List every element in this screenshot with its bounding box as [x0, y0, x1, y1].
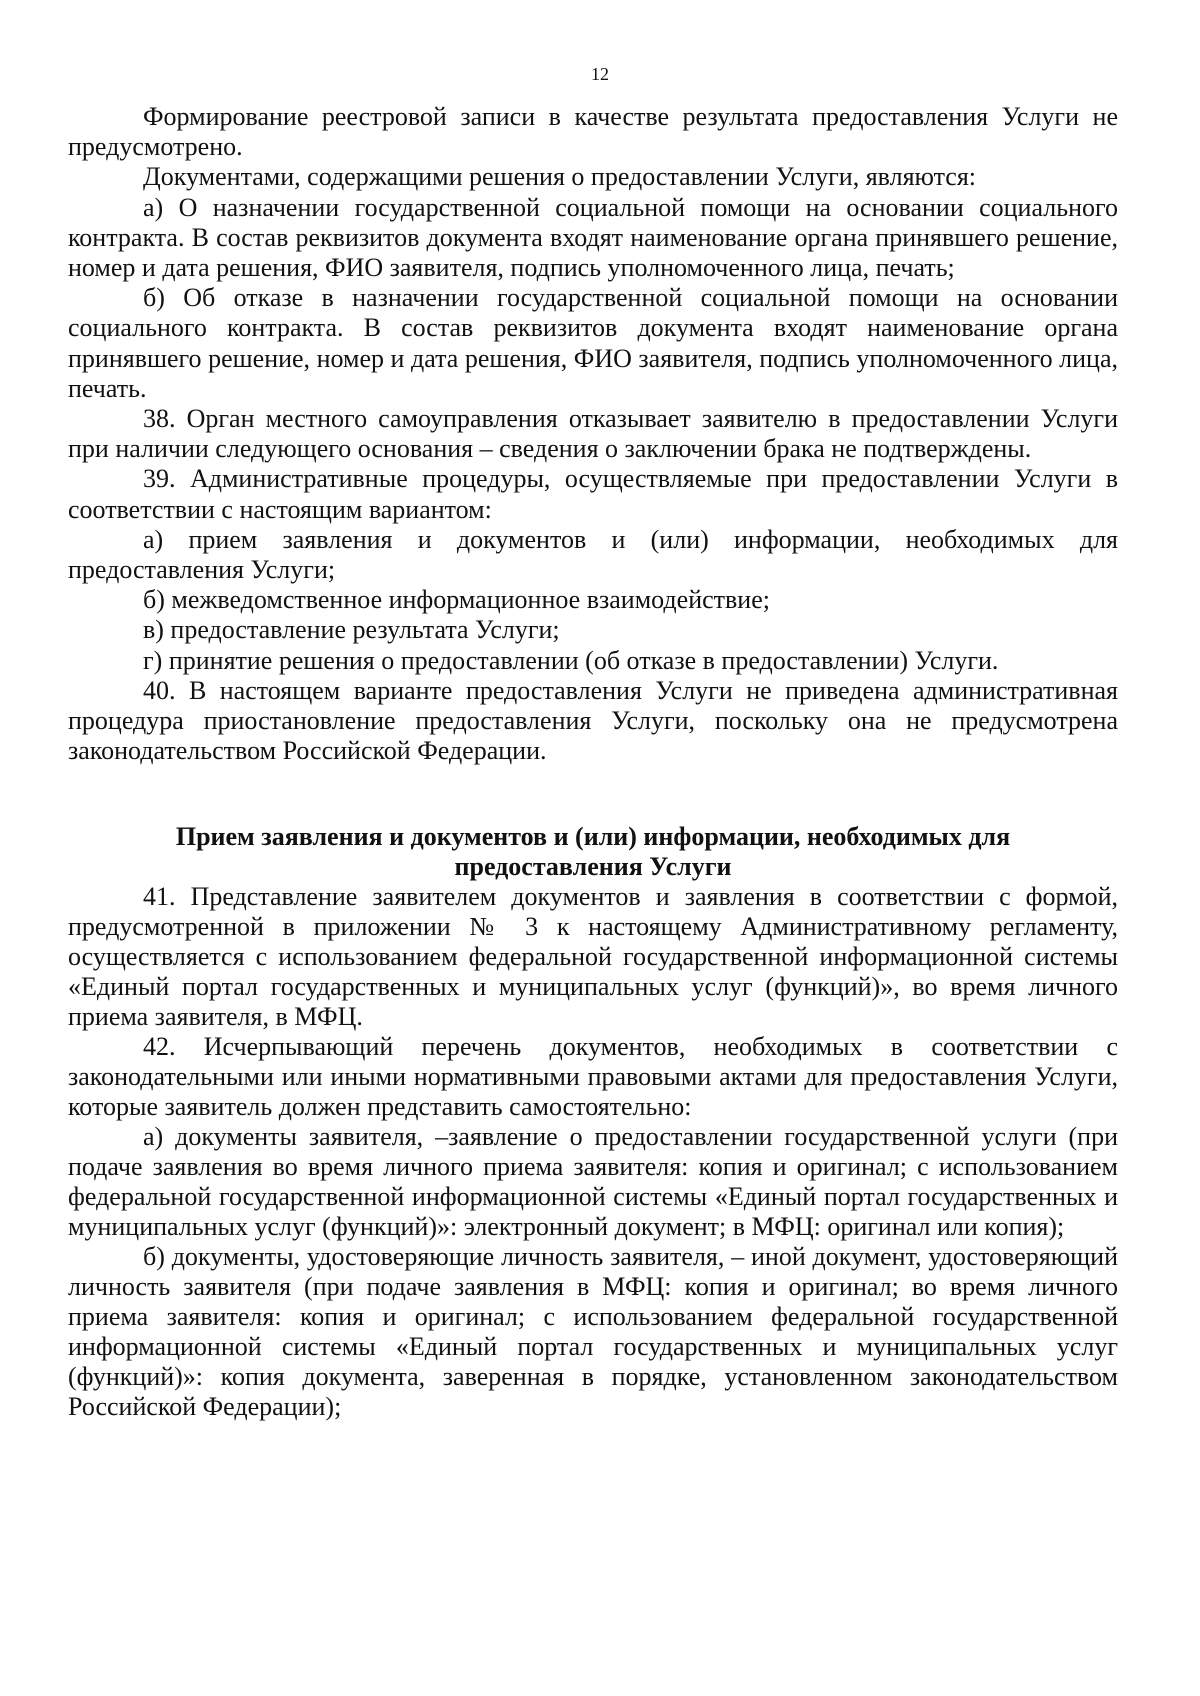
section-heading: Прием заявления и документов и (или) информации, необходимых для предоставления Услуги — [175, 822, 1011, 882]
document-body — [68, 102, 1118, 1422]
paragraph-39-b: б) межведомственное информационное взаимодействие; — [143, 585, 770, 615]
paragraph-decision-documents: Документами, содержащими решения о предоставлении Услуги, являются: — [143, 162, 977, 192]
section-body — [68, 882, 1118, 1422]
page-number: 12 — [591, 64, 609, 84]
paragraph-39-g: г) принятие решения о предоставлении (об отказе в предоставлении) Услуги. — [143, 645, 999, 675]
paragraph-39: 39. Административные процедуры, осуществляемые при предоставлении Услуги в соответствии с настоящим вариантом: — [68, 464, 1118, 524]
paragraph-40: 40. В настоящем варианте предоставления Услуги не приведена административная процедура приостановление предоставления Услуги, поскольку она не предусмотрена законодательством Российской Федерации. — [68, 675, 1118, 766]
paragraph-42-b: б) документы, удостоверяющие личность заявителя, – иной документ, удостоверяющий личность заявителя (при подаче заявления в МФЦ: копия и оригинал; во время личного приема заявителя: копия и оригинал; с использованием федеральной государственной информационной системы «Единый портал государственных и муниципальных услуг (функций)»: копия документа, заверенная в порядке, установленном законодательством Российской Федерации); — [68, 1242, 1118, 1422]
paragraph-41: 41. Представление заявителем документов и заявления в соответствии с формой, предусмотренной в приложении № 3 к настоящему Административному регламенту, осуществляется с использованием федеральной государственной информационной системы «Единый портал государственных и муниципальных услуг (функций)», во время личного приема заявителя, в МФЦ. — [68, 882, 1118, 1032]
paragraph-42-a: а) документы заявителя, –заявление о предоставлении государственной услуги (при подаче заявления во время личного приема заявителя: копия и оригинал; с использованием федеральной государственной информационной системы «Единый портал государственных и муниципальных услуг (функций)»: электронный документ; в МФЦ: оригинал или копия); — [68, 1122, 1118, 1242]
paragraph-42: 42. Исчерпывающий перечень документов, необходимых в соответствии с законодательными или иными нормативными правовыми актами для предоставления Услуги, которые заявитель должен представить самостоятельно: — [68, 1032, 1118, 1122]
paragraph-39-v: в) предоставление результата Услуги; — [143, 615, 560, 645]
paragraph-item-b-refusal: б) Об отказе в назначении государственной социальной помощи на основании социального контракта. В состав реквизитов документа входят наименование органа принявшего решение, номер и дата решения, ФИО заявителя, подпись уполномоченного лица, печать. — [68, 283, 1118, 403]
paragraph-38: 38. Орган местного самоуправления отказывает заявителю в предоставлении Услуги при наличии следующего основания – сведения о заключении брака не подтверждены. — [68, 404, 1118, 464]
paragraph-item-a-assignment: а) О назначении государственной социальной помощи на основании социального контракта. В состав реквизитов документа входят наименование органа принявшего решение, номер и дата решения, ФИО заявителя, подпись уполномоченного лица, печать; — [68, 192, 1118, 283]
paragraph-39-a: а) прием заявления и документов и (или) информации, необходимых для предоставления Услуги; — [68, 524, 1118, 585]
paragraph-registry-entry: Формирование реестровой записи в качестве результата предоставления Услуги не предусмотрено. — [68, 102, 1118, 162]
